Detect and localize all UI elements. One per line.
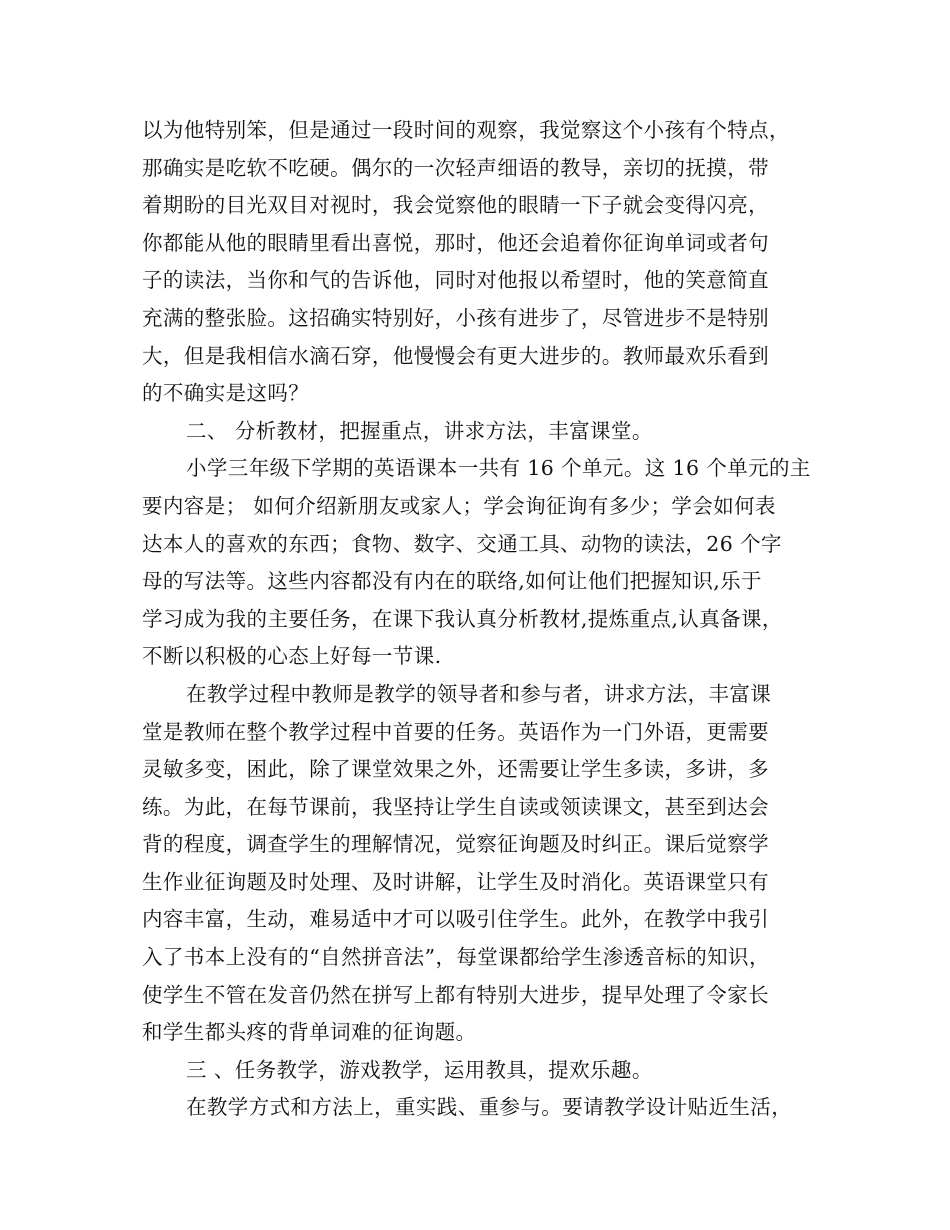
text-line: 小学三年级下学期的英语课本一共有 16 个单元。这 16 个单元的主 bbox=[186, 456, 811, 481]
text-line: 你都能从他的眼睛里看出喜悦，那时，他还会追着你征询单词或者句 bbox=[142, 230, 769, 255]
text-line: 在教学过程中教师是教学的领导者和参与者，讲求方法，丰富课 bbox=[186, 681, 772, 706]
text-line: 充满的整张脸。这招确实特别好，小孩有进步了，尽管进步不是特别 bbox=[142, 305, 769, 330]
section-heading: 二、 分析教材，把握重点，讲求方法，丰富课堂。 bbox=[186, 418, 653, 443]
text-line: 入了书本上没有的“自然拼音法”，每堂课都给学生渗透音标的知识， bbox=[142, 945, 770, 970]
text-line: 灵敏多变，困此，除了课堂效果之外，还需要让学生多读，多讲，多 bbox=[142, 757, 769, 782]
text-line: 母的写法等。这些内容都没有内在的联络,如何让他们把握知识,乐于 bbox=[142, 569, 762, 594]
body-text bbox=[142, 112, 832, 1127]
text-line: 堂是教师在整个教学过程中首要的任务。英语作为一门外语，更需要 bbox=[142, 719, 769, 744]
text-line: 背的程度，调查学生的理解情况，觉察征询题及时纠正。课后觉察学 bbox=[142, 832, 769, 857]
text-line: 的不确实是这吗？ bbox=[142, 381, 310, 406]
text-line: 不断以积极的心态上好每一节课. bbox=[142, 644, 442, 669]
text-line: 以为他特别笨，但是通过一段时间的观察，我觉察这个小孩有个特点， bbox=[142, 118, 790, 142]
text-line: 子的读法，当你和气的告诉他，同时对他报以希望时，他的笑意简直 bbox=[142, 268, 769, 293]
text-line: 达本人的喜欢的东西；食物、数字、交通工具、动物的读法，26 个字 bbox=[142, 531, 782, 556]
text-line: 要内容是； 如何介绍新朋友或家人；学会询征询有多少；学会如何表 bbox=[142, 493, 776, 518]
text-line: 内容丰富，生动，难易适中才可以吸引住学生。此外，在教学中我引 bbox=[142, 907, 769, 932]
text-line: 学习成为我的主要任务，在课下我认真分析教材,提炼重点,认真备课， bbox=[142, 606, 783, 631]
text-line: 练。为此，在每节课前，我坚持让学生自读或领读课文，甚至到达会 bbox=[142, 794, 769, 819]
text-line: 那确实是吃软不吃硬。偶尔的一次轻声细语的教导，亲切的抚摸，带 bbox=[142, 155, 769, 180]
section-heading: 三 、任务教学，游戏教学，运用教具，提欢乐趣。 bbox=[186, 1057, 653, 1082]
text-line: 和学生都头疼的背单词难的征询题。 bbox=[142, 1020, 477, 1045]
text-line: 使学生不管在发音仍然在拼写上都有特别大进步，提早处理了令家长 bbox=[142, 982, 769, 1007]
text-line: 生作业征询题及时处理、及时讲解，让学生及时消化。英语课堂只有 bbox=[142, 869, 769, 894]
text-line: 大，但是我相信水滴石穿，他慢慢会有更大进步的。教师最欢乐看到 bbox=[142, 343, 769, 368]
text-line: 着期盼的目光双目对视时，我会觉察他的眼睛一下子就会变得闪亮， bbox=[142, 193, 769, 218]
text-line: 在教学方式和方法上，重实践、重参与。要请教学设计贴近生活， bbox=[186, 1095, 793, 1120]
